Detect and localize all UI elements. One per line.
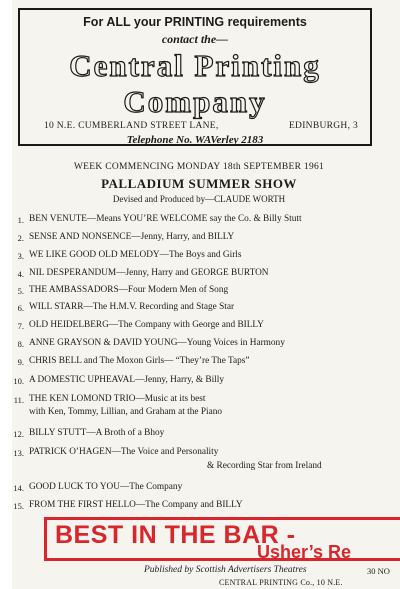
item-number: 6. (17, 303, 24, 313)
week-commencing: WEEK COMMENCING MONDAY 18th SEPTEMBER 1961 (73, 162, 325, 172)
item-text: WILL STARR—The H.M.V. Recording and Stage Star (29, 302, 235, 312)
programme-item (12, 338, 400, 352)
item-text-continued: with Ken, Tommy, Lillian, and Graham at the Piano (29, 407, 222, 417)
programme-item (12, 482, 400, 496)
item-text: CHRIS BELL and The Moxon Girls— “They’re The Taps” (29, 356, 250, 366)
item-number: 11. (13, 395, 24, 405)
programme-item (12, 356, 400, 370)
programme-item (12, 268, 400, 282)
advert-company-name-line2: Company (123, 84, 267, 119)
programme-item (12, 500, 400, 514)
printing-advert (18, 8, 372, 146)
item-text: ANNE GRAYSON & DAVID YOUNG—Young Voices in Harmony (29, 338, 285, 348)
item-number: 12. (13, 429, 24, 439)
advert-company-name-line1: Central Printing (69, 48, 321, 83)
item-number: 7. (17, 321, 24, 331)
item-text: FROM THE FIRST HELLO—The Company and BILLY (29, 500, 243, 510)
item-number: 2. (17, 233, 24, 243)
item-number: 3. (17, 251, 24, 261)
item-number: 4. (17, 269, 24, 279)
programme-item (12, 394, 400, 422)
item-number: 5. (17, 286, 24, 296)
item-number: 13. (13, 448, 24, 458)
published-by: Published by Scottish Advertisers Theatres (144, 565, 307, 575)
item-text: A DOMESTIC UPHEAVAL—Jenny, Harry, & Billy (29, 375, 224, 385)
advert-address: 10 N.E. CUMBERLAND STREET LANE, (44, 121, 219, 131)
programme-page (12, 0, 400, 589)
show-title: PALLADIUM SUMMER SHOW (101, 176, 297, 191)
banner-headline: BEST IN THE BAR - (55, 521, 296, 549)
item-number: 14. (13, 483, 24, 493)
programme-item (12, 250, 400, 264)
item-text: BEN VENUTE—Means YOU’RE WELCOME say the Co. & Billy Stutt (29, 214, 302, 224)
advert-telephone: Telephone No. WAVerley 2183 (126, 134, 264, 146)
devised-by: Devised and Produced by—CLAUDE WORTH (112, 194, 286, 204)
item-text: OLD HEIDELBERG—The Company with George and BILLY (29, 320, 264, 330)
programme-item (12, 320, 400, 334)
item-text: THE AMBASSADORS—Four Modern Men of Song (29, 285, 229, 295)
programme-item (12, 214, 400, 228)
item-text: NIL DESPERANDUM—Jenny, Harry and GEORGE BURTON (29, 268, 269, 278)
programme-item (12, 285, 400, 299)
programme-item (12, 302, 400, 316)
programme-item (12, 428, 400, 442)
item-number: 9. (17, 357, 24, 367)
item-text-continued: & Recording Star from Ireland (207, 461, 322, 471)
advert-contact-line: contact the— (161, 32, 229, 46)
published-date-fragment: 30 NO (367, 566, 390, 576)
item-number: 15. (13, 501, 24, 511)
item-text: BILLY STUTT—A Broth of a Bhoy (29, 428, 165, 438)
item-number: 10. (13, 376, 24, 386)
advert-headline: For ALL your PRINTING requirements (83, 15, 307, 29)
item-number: 8. (17, 339, 24, 349)
printer-credit: CENTRAL PRINTING Co., 10 N.E. (219, 578, 343, 587)
programme-item (12, 447, 400, 475)
programme-item (12, 375, 400, 389)
item-text: PATRICK O’HAGEN—The Voice and Personality (29, 447, 219, 457)
banner-subline: Usher’s Re (257, 542, 352, 561)
item-text: WE LIKE GOOD OLD MELODY—The Boys and Girls (29, 250, 242, 260)
beer-advert-banner (44, 517, 400, 561)
item-number: 1. (17, 215, 24, 225)
item-text: SENSE AND NONSENCE—Jenny, Harry, and BILLY (29, 232, 235, 242)
item-text: THE KEN LOMOND TRIO—Music at its best (29, 394, 206, 404)
item-text: GOOD LUCK TO YOU—The Company (29, 482, 183, 492)
programme-item (12, 232, 400, 246)
advert-city: EDINBURGH, 3 (288, 121, 358, 131)
